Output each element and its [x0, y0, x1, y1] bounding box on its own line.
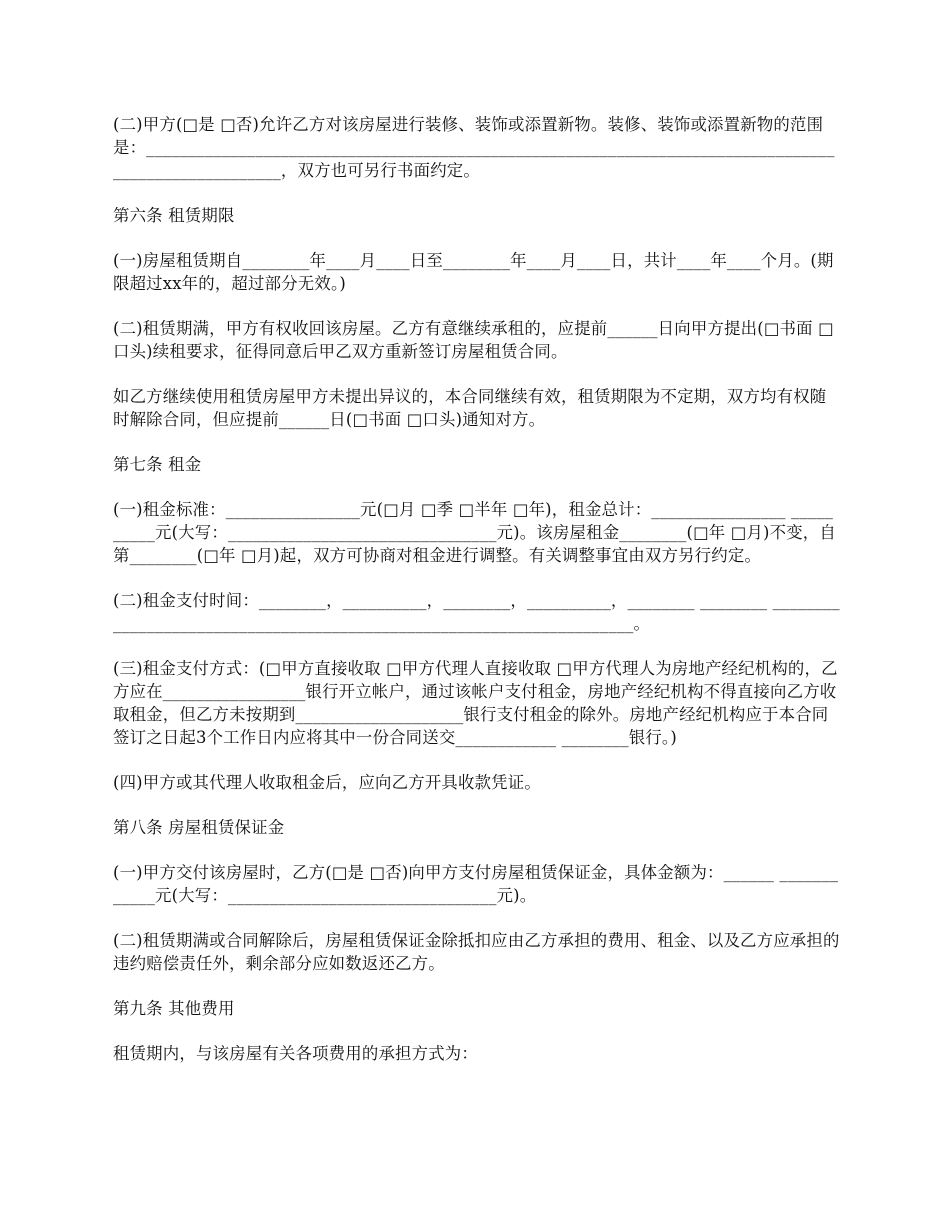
clause-8-1-deposit: (一)甲方交付该房屋时，乙方(□是 □否)向甲方支付房屋租赁保证金，具体金额为：______ ____________元(大写：________________________________元)。	[113, 863, 839, 905]
article-9-heading: 第九条 其他费用	[113, 999, 235, 1018]
clause-7-1-rent-standard: (一)租金标准：________________元(□月 □季 □半年 □年)，租金总计：________________ __________元(大写：________________________________元)。该房屋租金________(□年 □月)不变，自第________(□年 □月)起，双方可协商对租金进行调整。有关调整事宜由双方另行约定。	[113, 500, 836, 565]
clause-5-2-decoration: (二)甲方(□是 □否)允许乙方对该房屋进行装修、装饰或添置新物。装修、装饰或添置新物的范围是：______________________________________________________________________________________________________，双方也可另行书面约定。	[113, 115, 835, 180]
clause-6-3-indefinite-term: 如乙方继续使用租赁房屋甲方未提出异议的，本合同继续有效，租赁期限为不定期，双方均有权随时解除合同，但应提前______日(□书面 □口头)通知对方。	[113, 387, 827, 429]
article-8-heading: 第八条 房屋租赁保证金	[113, 818, 285, 837]
article-6-heading: 第六条 租赁期限	[113, 206, 235, 225]
clause-7-4-receipt: (四)甲方或其代理人收取租金后，应向乙方开具收款凭证。	[113, 773, 541, 792]
clause-6-2-renewal: (二)租赁期满，甲方有权收回该房屋。乙方有意继续承租的，应提前______日向甲方提出(□书面 □口头)续租要求，征得同意后甲乙双方重新签订房屋租赁合同。	[113, 319, 834, 361]
clause-8-2-deposit-return: (二)租赁期满或合同解除后，房屋租赁保证金除抵扣应由乙方承担的费用、租金、以及乙方应承担的违约赔偿责任外，剩余部分应如数返还乙方。	[113, 931, 840, 973]
clause-7-3-payment-method: (三)租金支付方式：(□甲方直接收取 □甲方代理人直接收取 □甲方代理人为房地产经纪机构的，乙方应在_________________银行开立帐户，通过该帐户支付租金，房地产经纪机构不得直接向乙方收取租金，但乙方未按期到____________________银行支付租金的除外。房地产经纪机构应于本合同签订之日起3个工作日内应将其中一份合同送交____________ ________银行。)	[113, 659, 838, 747]
article-7-heading: 第七条 租金	[113, 455, 202, 474]
clause-7-2-payment-time: (二)租金支付时间：________，__________，________，__________，________ ________ ______________________________________________________________________。	[113, 591, 840, 633]
clause-6-1-lease-term: (一)房屋租赁期自________年____月____日至________年____月____日，共计____年____个月。(期限超过xx年的，超过部分无效。)	[113, 251, 834, 293]
clause-9-other-fees: 租赁期内，与该房屋有关各项费用的承担方式为：	[113, 1044, 478, 1063]
